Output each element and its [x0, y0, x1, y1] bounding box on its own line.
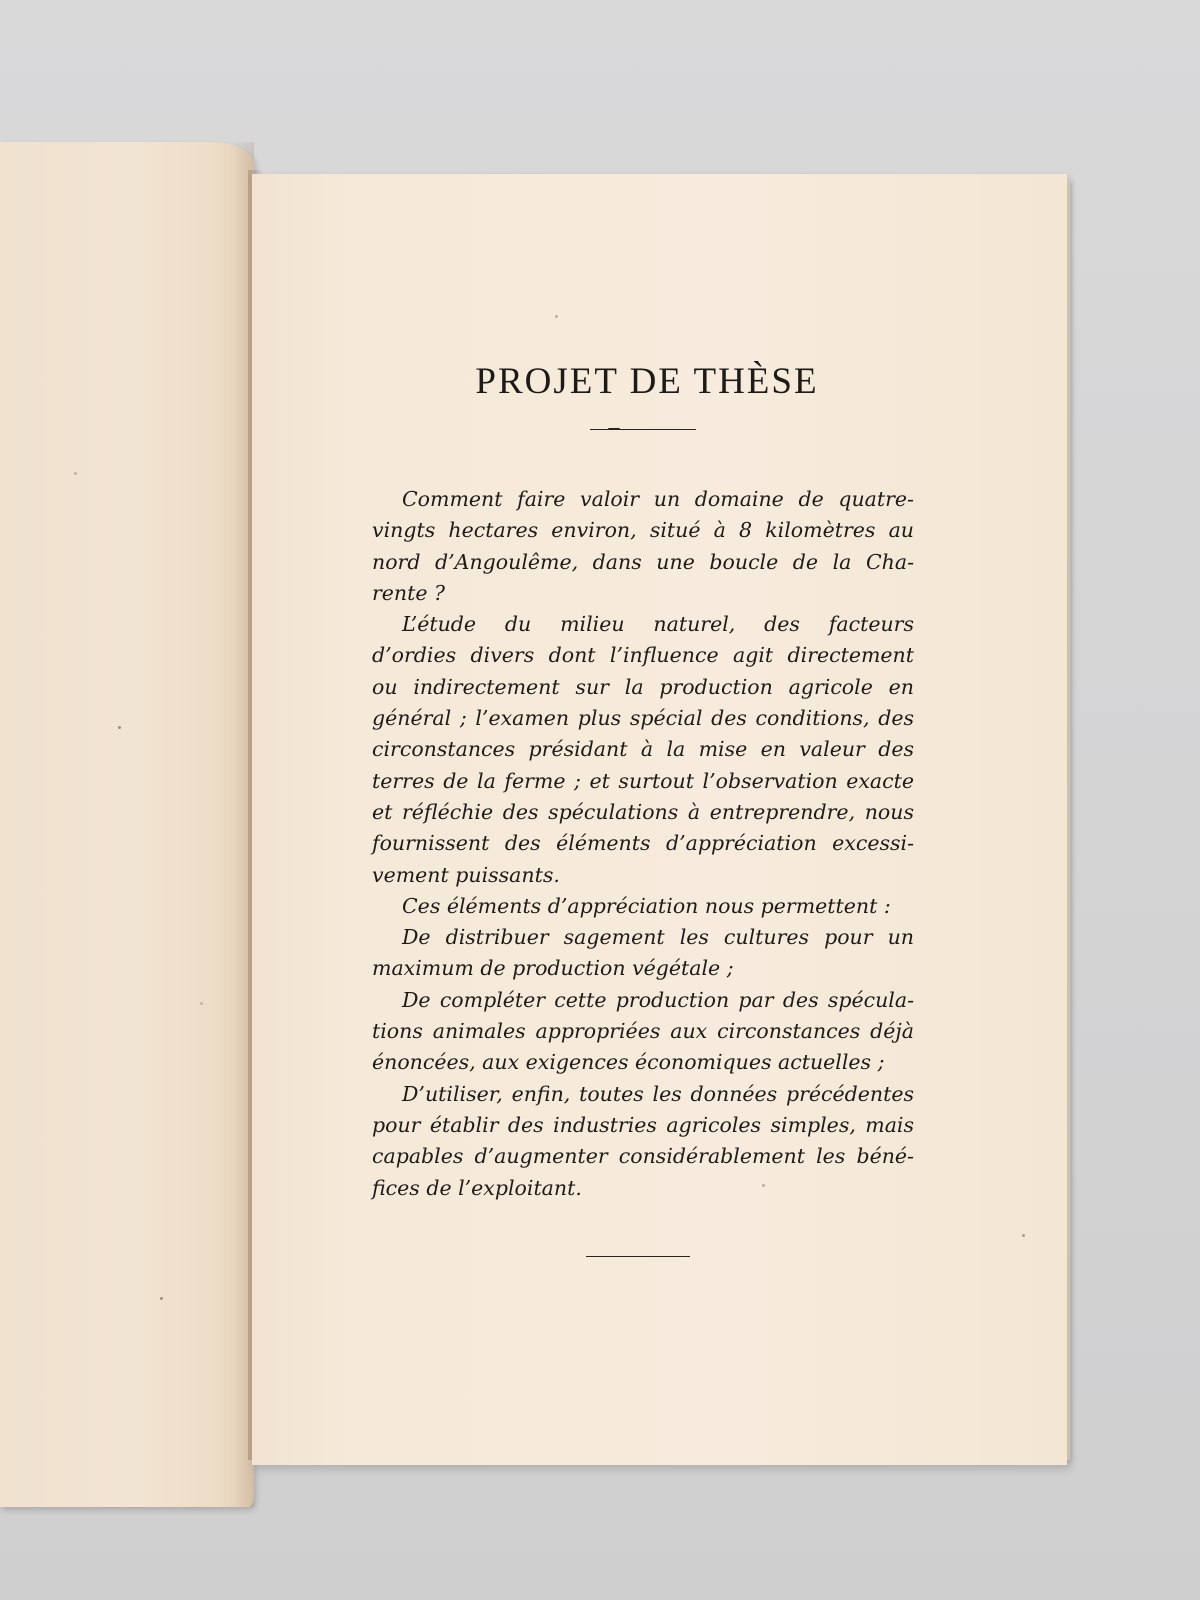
text-line: L’étude du milieu naturel, des facteurs	[402, 612, 914, 637]
text-line: terres de la ferme ; et surtout l’observation exacte	[372, 768, 914, 793]
paper-speck	[74, 472, 77, 475]
text-line: maximum de production végétale ;	[372, 956, 734, 981]
text-line: fices de l’exploitant.	[372, 1175, 582, 1200]
text-line: circonstances présidant à la mise en valeur des	[372, 737, 914, 762]
text-line: tions animales appropriées aux circonstances déjà	[372, 1019, 914, 1044]
text-line: vement puissants.	[372, 862, 560, 887]
text-line: d’ordies divers dont l’influence agit directement	[372, 643, 914, 668]
paper-speck	[555, 315, 558, 318]
text-line: rente ?	[372, 580, 446, 605]
page-title: PROJET DE THÈSE	[475, 361, 819, 402]
text-line: De distribuer sagement les cultures pour un	[402, 925, 914, 950]
paper-speck	[160, 1297, 163, 1300]
text-line: Ces éléments d’appréciation nous permettent :	[402, 893, 891, 918]
text-line: De compléter cette production par des spécula-	[402, 987, 914, 1012]
text-line: capables d’augmenter considérablement les béné-	[372, 1144, 914, 1169]
paper-speck	[200, 1002, 203, 1005]
text-line: pour établir des industries agricoles simples, mais	[372, 1112, 914, 1137]
text-line: ou indirectement sur la production agricole en	[372, 674, 914, 699]
title-rule	[590, 429, 696, 430]
text-line: fournissent des éléments d’appréciation excessi-	[372, 831, 914, 856]
left-page	[0, 142, 254, 1507]
body-text	[372, 484, 914, 1204]
text-line: énoncées, aux exigences économiques actuelles ;	[372, 1050, 885, 1075]
text-line: et réfléchie des spéculations à entreprendre, nous	[372, 799, 914, 824]
text-line: D’utiliser, enfin, toutes les données précédentes	[402, 1081, 914, 1106]
text-line: Comment faire valoir un domaine de quatre-	[402, 487, 914, 511]
text-line: nord d’Angoulême, dans une boucle de la Cha-	[372, 549, 914, 574]
text-line: vingts hectares environ, situé à 8 kilomètres au	[372, 518, 914, 543]
closing-rule	[586, 1256, 690, 1257]
paper-speck	[1022, 1234, 1025, 1237]
text-line: général ; l’examen plus spécial des conditions, des	[372, 706, 914, 731]
paper-speck	[118, 726, 121, 729]
